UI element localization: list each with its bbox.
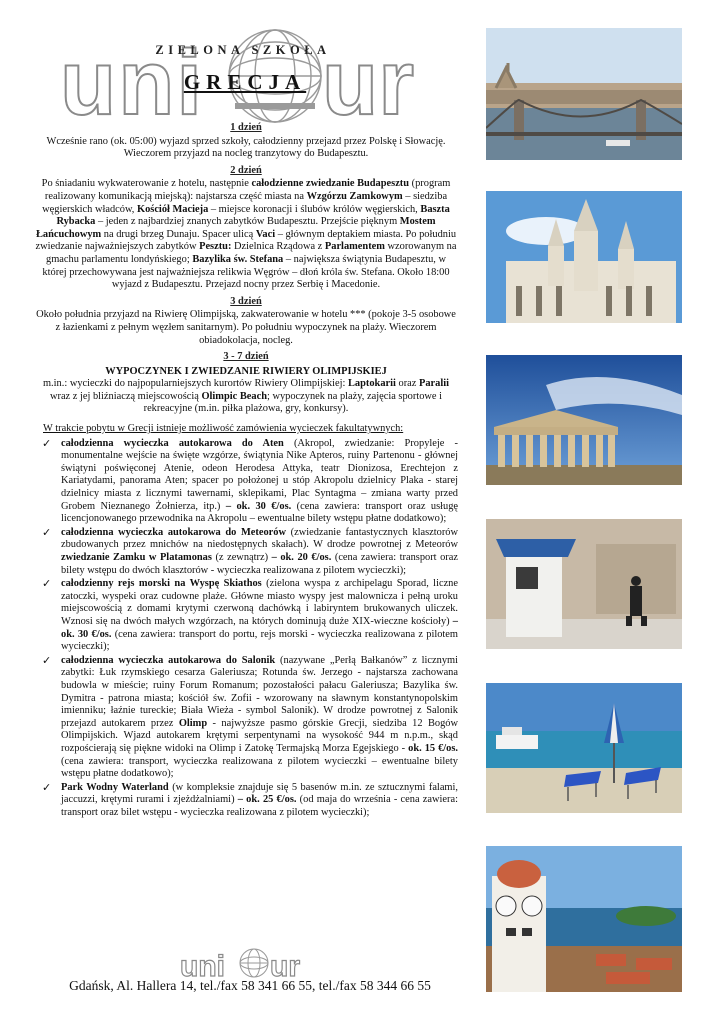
optional-tours-intro: W trakcie pobytu w Grecji istnieje możliwość zamówienia wycieczek fakultatywnych: bbox=[43, 423, 404, 435]
parthenon-photo bbox=[486, 355, 682, 485]
body-text: – siedziba węgierskich władców, bbox=[42, 190, 448, 215]
day-heading: 1 dzień bbox=[230, 122, 262, 133]
body-text: – największa świątynia Budapesztu, w której przechowywana jest najważniejsza relikwia Węgrów – dłoń króla św. Stefana. Około 18:00 wyjazd z Budapesztu. Przejazd nocny przez Serbię i Macedonie. bbox=[42, 253, 450, 291]
check-mark-icon: ✓ bbox=[42, 654, 52, 667]
highlight-text: Mostem Łańcuchowym bbox=[35, 216, 436, 240]
clock-tower-skiathos-photo bbox=[486, 846, 682, 992]
highlight-text: – ok. 25 €/os. bbox=[237, 794, 297, 806]
body-text: Po śniadaniu wykwaterowanie z hotelu, następnie bbox=[41, 178, 252, 190]
body-text: - najwyższe pasmo górskie Grecji, siedziba 12 Bogów Olimpijskich. Wjazd autokarem krętymi serpentynami na wysokość 944 m n.p.m., skąd rozpościerają się piękne widoki na Olimp i Zatokę Termajską Morza Egejskiego - bbox=[61, 717, 458, 754]
evzone-guard-photo bbox=[486, 519, 682, 649]
body-text: (cena zawiera: transport do portu, rejs morski - wycieczka realizowana z pilotem wycieczki); bbox=[61, 628, 458, 653]
page-title: GRECJA bbox=[183, 70, 307, 94]
footer-address: Gdańsk, Al. Hallera 14, tel./fax 58 341 66 55, tel./fax 58 344 66 55 bbox=[69, 978, 431, 993]
highlight-text: Laptokarii bbox=[348, 378, 396, 390]
program-content bbox=[34, 118, 458, 820]
body-text: (cena zawiera: transport oraz bilety wstępu do dwóch klasztorów - wycieczka realizowana z pilotem wycieczki); bbox=[61, 552, 458, 576]
day-list bbox=[34, 122, 458, 416]
highlight-text: Bazylika św. Stefana bbox=[192, 253, 284, 265]
check-mark-icon: ✓ bbox=[42, 578, 52, 591]
body-text: (cena zawiera: transport oraz usługę licencjonowanego przewodnika na Akropolu – ewentualne bilety wstępu płatne dodatkowo); bbox=[61, 500, 458, 525]
highlight-text: Baszta Rybacka bbox=[56, 203, 450, 228]
highlight-text: całodzienna wycieczka autokarowa do Aten bbox=[61, 437, 284, 449]
optional-tour-item bbox=[42, 437, 458, 526]
fishermans-bastion-photo bbox=[486, 191, 682, 323]
beach-loungers-photo bbox=[486, 683, 682, 813]
day-description bbox=[34, 309, 458, 347]
budapest-chain-bridge-photo bbox=[486, 28, 682, 160]
body-text: (zielona wyspa z archipelagu Sporad, liczne zatoczki, wyspeki oraz cudowne plaże. Główne miasto wyspy jest malownicza i pełną uroku miejscowością z domami krytymi czerwoną dachówką i labiryntem brukowanych uliczek. Wznosi się na dwóch małych wzgórzach, na których dominują duże XIX-wieczne kościoły) bbox=[61, 578, 458, 627]
body-text: – głównym deptakiem miasta. Po południu zwiedzanie najważniejszych zabytków bbox=[35, 228, 457, 253]
check-mark-icon: ✓ bbox=[42, 437, 52, 450]
body-text: (zwiedzanie fantastycznych klasztorów zbudowanych przez mnichów na niedostępnych skałach). W drodze powrotnej z Meteorów bbox=[61, 526, 458, 551]
highlight-text: Olimpic Beach bbox=[201, 390, 267, 402]
highlight-text: Parlamentem bbox=[324, 241, 385, 253]
highlight-text: – ok. 30 €/os. bbox=[225, 500, 292, 512]
optional-tour-item bbox=[42, 654, 458, 781]
svg-text:ur: ur bbox=[322, 32, 414, 124]
day-heading: 3 - 7 dzień bbox=[223, 351, 269, 363]
highlight-text: Pesztu: bbox=[199, 241, 232, 253]
svg-text:uni: uni bbox=[180, 950, 225, 980]
day-heading: 3 dzień bbox=[230, 295, 262, 307]
check-mark-icon: ✓ bbox=[42, 781, 52, 794]
body-text: wzorowanym na gmachu parlamentu londyńskiego; bbox=[46, 241, 457, 265]
highlight-text: całodzienne zwiedzanie Budapesztu bbox=[251, 178, 410, 190]
optional-tour-item bbox=[42, 578, 458, 654]
highlight-text: zwiedzanie Zamku w Platamonas bbox=[61, 552, 212, 563]
body-text: – miejsce koronacji i ślubów królów węgierskich, bbox=[208, 203, 421, 215]
body-text: (od maja do września - cena zawiera: transport oraz bilet wstępu - wycieczka realizowana z pilotem wycieczki); bbox=[61, 794, 458, 818]
body-text: Dzielnica Rządowa z bbox=[231, 241, 325, 253]
highlight-text: – ok. 20 €/os. bbox=[271, 552, 332, 563]
check-mark-icon: ✓ bbox=[42, 526, 52, 539]
body-text: Około południa przyjazd na Riwierę Olimpijską, zakwaterowanie w hotelu *** (pokoje 3-5 osobowe z łazienkami z pełnym węzłem sanitarnym). Po południu wypoczynek na plaży. Wieczorem obiadokolacja, nocleg. bbox=[36, 309, 456, 346]
day-description bbox=[34, 178, 458, 291]
svg-text:ur: ur bbox=[270, 950, 300, 980]
highlight-text: całodzienna wycieczka autokarowa do Salonik bbox=[61, 654, 276, 666]
footer-unitur-logo bbox=[180, 946, 308, 980]
body-text: (w kompleksie znajduje się 5 basenów m.in. ze sztucznymi falami, jaccuzzi, krętymi rurami i zjeżdżalniami) bbox=[61, 781, 458, 806]
highlight-text: całodzienna wycieczka autokarowa do Meteorów bbox=[61, 526, 286, 538]
body-text: na drugi brzeg Dunaju. Spacer ulicą bbox=[101, 228, 256, 240]
highlight-text: Wzgórzu Zamkowym bbox=[306, 190, 403, 202]
body-text: ; wypoczynek na plaży, zajęcia sportowe i rekreacyjne (m.in. piłka plażowa, gry, konkursy). bbox=[143, 390, 442, 415]
body-text: Wcześnie rano (ok. 05:00) wyjazd sprzed szkoły, całodzienny przejazd przez Polskę i Słowację. Wieczorem przyjazd na nocleg tranzytowy do Budapesztu. bbox=[46, 135, 446, 160]
optional-tour-item bbox=[42, 526, 458, 577]
body-text: (nazywane „Perłą Bałkanów” z licznymi zabytki: Łuk rzymskiego cesarza Galeriusza; Rotunda św. Jerzego - najstarsza zachowana budowla w mieście; ruiny Forum Romanum; pozostałości pałacu Galeriusza; Bazylika św. Dymitra - patrona miasta; kościół św. Zofii - wzorowany na sławnym konstantynopolskim imienniku; łaźnie tureckie; Biała Wieża - symbol Salonik). W drodze powrotnej z Salonik przejazd autokarem przez bbox=[61, 654, 458, 729]
highlight-text: całodzienny rejs morski na Wyspę Skiathos bbox=[61, 578, 262, 590]
body-text: – jeden z najbardziej znanych zabytków Budapesztu. Przejście pięknym bbox=[95, 216, 400, 228]
day-heading: 2 dzień bbox=[230, 164, 262, 176]
highlight-text: ok. 15 €/os. bbox=[408, 742, 458, 754]
day-subheading: WYPOCZYNEK I ZWIEDZANIE RIWIERY OLIMPIJSKIEJ bbox=[105, 365, 387, 377]
body-text: (Akropol, zwiedzanie: Propyleje - monumentalne wejście na święte wzgórze, świątynia Nike Apteros, ruiny Partenonu - głównej świątyni poświęconej Atenie, odeon Herodesa Attyka, teatr Dionizosa, Erechtejon z Kariatydami, panorama Aten; spacer po położonej u stóp Akropolu dzielnicy Plaka - starej dzielnicy miasta z licznymi tawernami, sklepikami, Plac Syntagma – zmiana warty przed Grobem Nieznanego Żołnierza, itp.) bbox=[61, 437, 458, 512]
body-text: (program realizowany komunikacją miejską): najstarsza część miasta na bbox=[44, 178, 451, 202]
highlight-text: Kościół Macieja bbox=[137, 203, 209, 215]
highlight-text: Paralii bbox=[419, 378, 450, 390]
day-description bbox=[34, 378, 458, 416]
highlight-text: Park Wodny Waterland bbox=[61, 781, 169, 793]
body-text: (cena zawiera: transport, wycieczka realizowana z pilotem wycieczki – ewentualne bilety wstępu płatne dodatkowo); bbox=[61, 755, 458, 780]
unitur-logo bbox=[60, 14, 428, 124]
svg-text:uni: uni bbox=[60, 32, 204, 124]
body-text: wraz z jej bliźniaczą miejscowością bbox=[49, 390, 202, 402]
highlight-text: – ok. 30 €/os. bbox=[61, 615, 458, 640]
optional-tours-list bbox=[34, 438, 458, 820]
body-text: m.in.: wycieczki do najpopularniejszych kurortów Riwiery Olimpijskiej: bbox=[42, 378, 348, 390]
optional-tour-item bbox=[42, 781, 458, 820]
header-subtitle: ZIELONA SZKOŁA bbox=[155, 43, 331, 57]
highlight-text: Olimp bbox=[178, 717, 208, 729]
body-text: oraz bbox=[395, 378, 419, 390]
day-description bbox=[34, 136, 458, 161]
highlight-text: Vaci bbox=[255, 228, 276, 240]
body-text: (z zewnątrz) bbox=[211, 552, 272, 563]
